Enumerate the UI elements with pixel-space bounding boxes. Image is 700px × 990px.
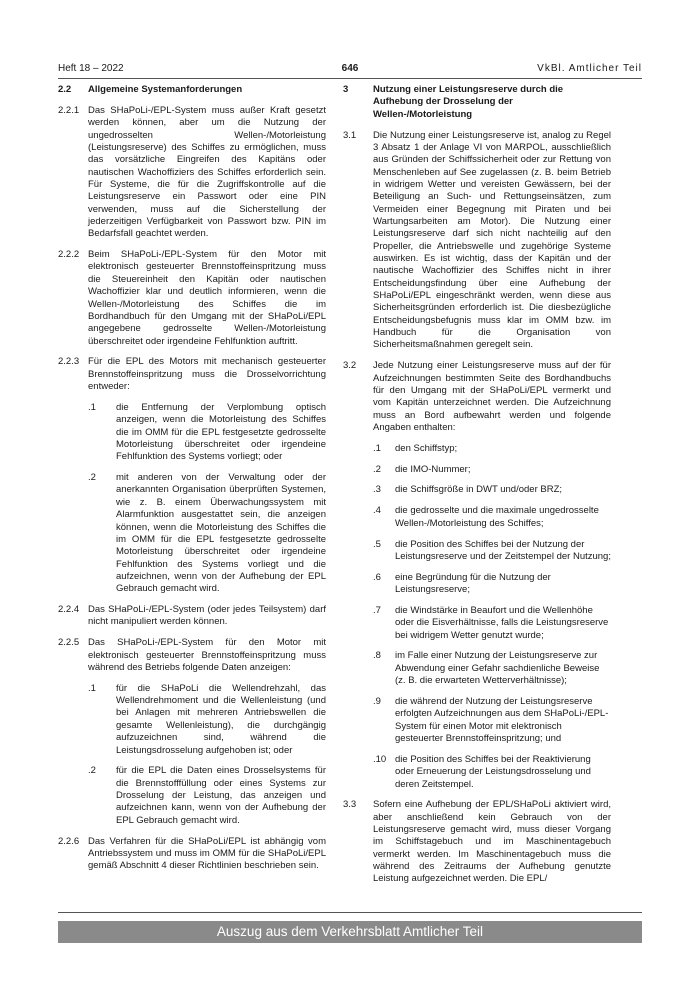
section-title: Allgemeine Systemanforderungen xyxy=(88,84,243,95)
list-item xyxy=(373,605,611,642)
paragraph-number: 3.2 xyxy=(343,360,357,372)
paragraph-text: Die Nutzung einer Leistungsreserve ist, analog zu Regel 3 Absatz 1 der Anlage VI von MARPOL, ausschließlich aus Gründen der Schiffssicherheit oder zur Rettung von Menschenleben auf See zugelassen (z. B. beim Betrieb in widrigem Wetter und vereisten Gewässern, bei der Beteiligung an Such- und Rettungseinsätzen, zum Vermeiden einer Begegnung mit Piraten und bei Wartungsarbeiten am Motor). Die Nutzung einer Leistungsreserve darf sich nicht nachteilig auf den Propeller, die Antriebswelle und zugehörige Systeme auswirken. Es ist wichtig, dass der Kapitän und der nautische Wachoffizier des Schiffes nicht in ihrer Entscheidungsfindung über eine Aufhebung der SHaPoLi/EPL eingeschränkt werden, wenn diese aus Sicherheitsgründen erforderlich ist. Die diesbezügliche Entscheidungsbefugnis muss klar im OMM bzw. im Handbuch für die Organisation von Sicherheitsmaßnahmen geregelt sein. xyxy=(373,129,611,351)
list-item-number: .7 xyxy=(373,604,381,616)
list-item-text: mit anderen von der Verwaltung oder der anerkannten Organisation überprüften Systemen, wie z. B. einem Überwachungssystem mit Alarmfunktion ausgestattet sein, die anzeigen können, wenn die Motorleistung des Schiffes die im OMM für die EPL festgesetzte gedrosselte Motorleistung überschreitet oder irgendeine Fehlfunktion des Systems vorliegt und die aufzeichnen, wenn von der Aufhebung der EPL Gebrauch gemacht wird. xyxy=(116,472,326,595)
paragraph-number: 3.3 xyxy=(343,799,357,811)
right-column xyxy=(343,84,611,894)
list-item-number: .2 xyxy=(88,472,96,484)
paragraph-text: Für die EPL des Motors mit mechanisch gesteuerter Brennstoffeinspritzung muss die Drosselvorrichtung entweder: xyxy=(88,356,326,393)
list-item-text: die Windstärke in Beaufort und die Wellenhöhe oder die Eisverhältnisse, falls die Leistungsreserve bei widrigem Wetter genutzt wurde; xyxy=(395,604,609,641)
paragraph-2-2-2 xyxy=(58,249,326,348)
paragraph-number: 3.1 xyxy=(343,129,357,141)
list-item xyxy=(373,696,611,745)
list-item xyxy=(373,505,611,530)
list-item xyxy=(88,472,326,595)
header-divider xyxy=(58,78,642,79)
list-item xyxy=(88,765,326,827)
list-item-text: die gedrosselte und die maximale ungedrosselte Wellen-/Motorleistung des Schiffes; xyxy=(395,505,599,529)
paragraph-number: 2.2.4 xyxy=(58,604,80,616)
list-item-text: für die EPL die Daten eines Drosselsystems für die Brennstofffüllung oder eines Systems zur Drosselung der Leistung, das anzeigen und aufzeichnen kann, wenn von der Aufhebung der EPL Gebrauch gemacht wird. xyxy=(116,765,326,826)
paragraph-number: 2.2.3 xyxy=(58,356,80,368)
paragraph-2-2-4 xyxy=(58,604,326,629)
paragraph-2-2-1 xyxy=(58,105,326,241)
list-item-number: .1 xyxy=(88,682,96,694)
list-item-number: .4 xyxy=(373,505,381,517)
list-item-number: .10 xyxy=(373,753,387,765)
list-item-text: die Position des Schiffes bei der Reaktivierung oder Erneuerung der Leistungsdrosselung und deren Zeitstempel. xyxy=(395,753,591,790)
paragraph-text: Das Verfahren für die SHaPoLi/EPL ist abhängig vom Antriebssystem und muss im OMM für die SHaPoLi/EPL gemäß Abschnitt 4 dieser Richtlinien beschrieben sein. xyxy=(88,835,326,872)
list-item-number: .6 xyxy=(373,571,381,583)
list-item xyxy=(373,539,611,564)
list-item-text: im Falle einer Nutzung der Leistungsreserve zur Abwendung einer Gefahr sachdienliche Beweise (z. B. die erwarteten Wetterverhältnisse); xyxy=(395,650,600,687)
list-item xyxy=(373,754,611,791)
list-item-number: .8 xyxy=(373,650,381,662)
section-heading-2-2 xyxy=(58,84,326,96)
paragraph-2-2-6 xyxy=(58,836,326,873)
paragraph-number: 2.2.2 xyxy=(58,249,80,261)
list-item-number: .1 xyxy=(88,401,96,413)
paragraph-text: Das SHaPoLi-/EPL-System (oder jedes Teilsystem) darf nicht manipuliert werden können. xyxy=(88,604,326,628)
left-column xyxy=(58,84,326,881)
publication-label: VkBl. Amtlicher Teil xyxy=(537,63,642,74)
list-item-number: .2 xyxy=(88,765,96,777)
paragraph-number: 2.2.1 xyxy=(58,104,80,116)
list-item-number: .5 xyxy=(373,538,381,550)
paragraph-3-1 xyxy=(343,130,611,352)
section-title: Nutzung einer Leistungsreserve durch die Aufhebung der Drosselung der Wellen-/Motorleistung xyxy=(373,84,564,120)
footer-banner: Auszug aus dem Verkehrsblatt Amtlicher Teil xyxy=(58,921,642,943)
list-item xyxy=(373,572,611,597)
list-item xyxy=(88,402,326,464)
list-item-number: .3 xyxy=(373,484,381,496)
list-item-number: .9 xyxy=(373,695,381,707)
list-item-text: die Position des Schiffes bei der Nutzung der Leistungsreserve und der Zeitstempel der Nutzung; xyxy=(395,538,611,562)
list-item xyxy=(88,683,326,757)
paragraph-number: 2.2.6 xyxy=(58,835,80,847)
list-item-number: .2 xyxy=(373,463,381,475)
section-number: 3 xyxy=(343,84,349,95)
paragraph-text: Das SHaPoLi-/EPL-System muss außer Kraft gesetzt werden können, aber um die Nutzung der ungedrosselten Wellen-/Motorleistung (Leistungsreserve) des Schiffes zu ermöglichen, muss das vorsätzliche Eingreifen des Kapitäns oder nautischen Wachoffiziers des Schiffes erforderlich sein. Für Systeme, die für die Zugriffskontrolle auf die Leistungsreserve ein Passwort oder eine PIN verwenden, muss auf die Sicherstellung der jederzeitigen Verfügbarkeit von Passwort bzw. PIN im Bedarfsfall geachtet werden. xyxy=(88,104,326,240)
paragraph-2-2-5 xyxy=(58,637,326,674)
list-item xyxy=(373,650,611,687)
section-heading-3 xyxy=(343,84,611,121)
page-header xyxy=(58,62,642,78)
section-number: 2.2 xyxy=(58,84,72,95)
paragraph-2-2-3 xyxy=(58,356,326,393)
list-item-text: eine Begründung für die Nutzung der Leistungsreserve; xyxy=(395,571,551,596)
list-item xyxy=(373,484,611,496)
list-item-text: die Schiffsgröße in DWT und/oder BRZ; xyxy=(395,484,563,496)
paragraph-text: Sofern eine Aufhebung der EPL/SHaPoLi aktiviert wird, aber anschließend kein Gebrauch von der Leistungsreserve gemacht wird, muss dieser Vorgang im Schiffstagebuch und im Maschinentagebuch vermerkt werden. Im Maschinentagebuch muss die während des Zeitraums der Aufhebung genutzte Leistung aufgezeichnet werden. Die EPL/ xyxy=(373,799,611,885)
paragraph-number: 2.2.5 xyxy=(58,637,80,649)
list-item-number: .1 xyxy=(373,442,381,454)
paragraph-text: Jede Nutzung einer Leistungsreserve muss auf der für Aufzeichnungen bestimmten Seite des Bordhandbuchs für den Umgang mit der SHaPoLi/EPL vermerkt und vom Kapitän unterzeichnet werden. Die Aufzeichnung muss an Bord aufbewahrt werden und folgende Angaben enthalten: xyxy=(373,360,611,433)
list-item-text: für die SHaPoLi die Wellendrehzahl, das Wellendrehmoment und die Wellenleistung (und bei Anlagen mit mehreren Antriebswellen die gesamte Wellenleistung), die durchgängig aufzuzeichnen sind, während die Leistungsdrosselung aufgehoben ist; oder xyxy=(116,682,326,756)
footer-divider xyxy=(58,912,642,913)
list-item-text: die IMO-Nummer; xyxy=(395,463,471,475)
paragraph-3-3 xyxy=(343,799,611,885)
paragraph-text: Beim SHaPoLi-/EPL-System für den Motor mit elektronisch gesteuerter Brennstoffeinspritzung muss die Steuereinheit den Kapitän oder nautischen Wachoffizier klar und deutlich informieren, wenn die Wellen-/Motorleistung des Schiffes die im Bordhandbuch für den Umgang mit der SHaPoLi/EPL angegebene gedrosselte Wellen-/Motorleistung überschreitet oder irgendeine Fehlfunktion auftritt. xyxy=(88,249,326,347)
paragraph-3-2 xyxy=(343,360,611,434)
page-number: 646 xyxy=(341,63,359,74)
list-item xyxy=(373,443,611,455)
issue-label: Heft 18 – 2022 xyxy=(58,63,124,74)
paragraph-text: Das SHaPoLi-/EPL-System für den Motor mit elektronisch gesteuerter Brennstoffeinspritzung muss während des Betriebs folgende Daten anzeigen: xyxy=(88,637,326,673)
list-item xyxy=(373,464,611,476)
list-item-text: die während der Nutzung der Leistungsreserve erfolgten Aufzeichnungen aus dem SHaPoLi-/EPL-System für einen Motor mit elektronisch gesteuerter Brennstoffeinspritzung; und xyxy=(395,695,609,744)
list-item-text: die Entfernung der Verplombung optisch anzeigen, wenn die Motorleistung des Schiffes die im OMM für die EPL festgesetzte gedrosselte Motorleistung überschreitet oder irgendeine Fehlfunktion des Systems vorliegt; oder xyxy=(116,401,326,463)
list-item-text: den Schiffstyp; xyxy=(395,442,458,454)
